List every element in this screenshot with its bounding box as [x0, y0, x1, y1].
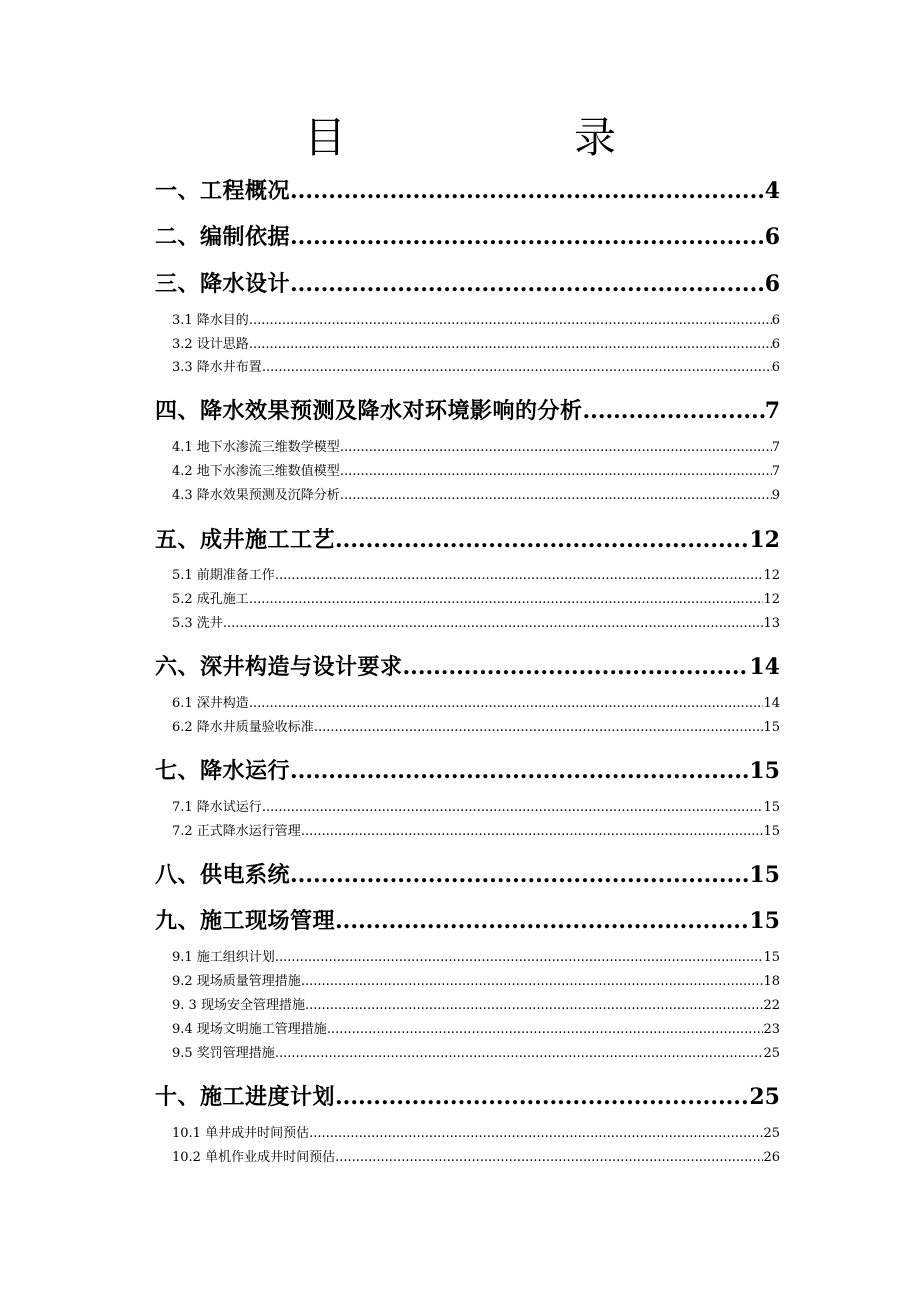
toc-entry-subsection[interactable] — [172, 1148, 780, 1168]
dot-leader — [335, 523, 749, 557]
toc-entry-label: 7.1 降水试运行 — [172, 800, 262, 815]
toc-entry-subsection[interactable] — [172, 358, 780, 378]
dot-leader — [335, 1080, 749, 1114]
toc-entry-label: 5.2 成孔施工 — [172, 592, 249, 607]
dot-leader — [290, 220, 765, 254]
toc-entry-subsection[interactable] — [172, 822, 780, 842]
toc-page-number: 12 — [749, 527, 780, 553]
toc-entry-label: 六、深井构造与设计要求 — [155, 654, 403, 680]
dot-leader — [583, 394, 765, 428]
toc-entry-label: 6.2 降水井质量验收标准 — [172, 720, 314, 735]
dot-leader — [403, 650, 750, 684]
toc-entry-label: 9.4 现场文明施工管理措施 — [172, 1022, 327, 1037]
toc-page-number: 15 — [763, 720, 780, 735]
toc-entry-subsection[interactable] — [172, 694, 780, 714]
dot-leader — [340, 438, 772, 458]
toc-entry-label: 5.3 洗井 — [172, 616, 223, 631]
toc-entry-label: 10.1 单井成井时间预估 — [172, 1126, 310, 1141]
toc-page-number: 22 — [763, 998, 780, 1013]
toc-page-number: 9 — [771, 488, 780, 503]
toc-entry-label: 10.2 单机作业成井时间预估 — [172, 1150, 336, 1165]
toc-entry-subsection[interactable] — [172, 311, 780, 331]
toc-entry-label: 三、降水设计 — [155, 271, 291, 297]
toc-entry-label: 4.2 地下水渗流三维数值模型 — [172, 464, 340, 479]
toc-page-number: 26 — [763, 1150, 780, 1165]
toc-page-number: 7 — [771, 440, 780, 455]
dot-leader — [249, 335, 772, 355]
toc-page-number: 14 — [763, 696, 780, 711]
toc-entry-label: 3.2 设计思路 — [172, 337, 249, 352]
toc-entry-label: 五、成井施工工艺 — [155, 527, 336, 553]
toc-entry-subsection[interactable] — [172, 486, 780, 506]
toc-page-number: 18 — [763, 974, 780, 989]
dot-leader — [340, 462, 772, 482]
dot-leader — [275, 948, 764, 968]
toc-entry-label: 7.2 正式降水运行管理 — [172, 824, 301, 839]
toc-entry-subsection[interactable] — [172, 996, 780, 1016]
toc-page-number: 15 — [749, 908, 780, 934]
toc-entry-label: 9.5 奖罚管理措施 — [172, 1046, 275, 1061]
toc-page-number: 15 — [749, 758, 780, 784]
dot-leader — [314, 718, 764, 738]
toc-entry-section[interactable] — [155, 394, 780, 428]
toc-page-number: 25 — [763, 1046, 780, 1061]
toc-entry-subsection[interactable] — [172, 462, 780, 482]
dot-leader — [290, 174, 765, 208]
toc-page-number: 15 — [763, 824, 780, 839]
toc-entry-label: 6.1 深井构造 — [172, 696, 249, 711]
toc-page-number: 6 — [771, 337, 780, 352]
toc-page-number: 23 — [763, 1022, 780, 1037]
toc-entry-section[interactable] — [155, 904, 780, 938]
toc-page-number: 14 — [749, 654, 780, 680]
dot-leader — [327, 1020, 764, 1040]
dot-leader — [223, 614, 764, 634]
toc-entry-subsection[interactable] — [172, 948, 780, 968]
toc-entry-label: 9.2 现场质量管理措施 — [172, 974, 301, 989]
dot-leader — [262, 358, 772, 378]
toc-entry-label: 九、施工现场管理 — [155, 908, 336, 934]
dot-leader — [290, 858, 749, 892]
dot-leader — [249, 590, 764, 610]
toc-entry-label: 八、供电系统 — [155, 862, 291, 888]
toc-entry-label: 9.1 施工组织计划 — [172, 950, 275, 965]
dot-leader — [335, 1148, 763, 1168]
toc-entry-section[interactable] — [155, 220, 780, 254]
dot-leader — [301, 972, 764, 992]
toc-entry-section[interactable] — [155, 858, 780, 892]
toc-entry-subsection[interactable] — [172, 798, 780, 818]
dot-leader — [301, 822, 764, 842]
toc-page-number: 15 — [749, 862, 780, 888]
toc-entry-label: 一、工程概况 — [155, 178, 291, 204]
toc-entry-section[interactable] — [155, 174, 780, 208]
toc-entry-label: 9. 3 现场安全管理措施 — [172, 998, 305, 1013]
toc-entry-label: 5.1 前期准备工作 — [172, 568, 275, 583]
dot-leader — [290, 267, 765, 301]
toc-page-number: 6 — [764, 224, 780, 250]
toc-entry-subsection[interactable] — [172, 590, 780, 610]
toc-page-number: 6 — [771, 360, 780, 375]
toc-page-number: 6 — [764, 271, 780, 297]
toc-entry-subsection[interactable] — [172, 1044, 780, 1064]
toc-entry-label: 3.1 降水目的 — [172, 313, 249, 328]
toc-entry-section[interactable] — [155, 523, 780, 557]
toc-page-number: 7 — [764, 398, 780, 424]
toc-page-number: 25 — [749, 1084, 780, 1110]
dot-leader — [340, 486, 772, 506]
toc-entry-label: 十、施工进度计划 — [155, 1084, 336, 1110]
toc-page-number: 4 — [764, 178, 780, 204]
toc-entry-subsection[interactable] — [172, 566, 780, 586]
dot-leader — [275, 566, 764, 586]
toc-entry-label: 七、降水运行 — [155, 758, 291, 784]
toc-entry-subsection[interactable] — [172, 1124, 780, 1144]
toc-entry-label: 4.1 地下水渗流三维数学模型 — [172, 440, 340, 455]
toc-page-number: 12 — [763, 592, 780, 607]
toc-page-number: 25 — [763, 1126, 780, 1141]
toc-entry-section[interactable] — [155, 754, 780, 788]
toc-entry-label: 3.3 降水井布置 — [172, 360, 262, 375]
toc-entry-label: 二、编制依据 — [155, 224, 291, 250]
dot-leader — [249, 694, 764, 714]
toc-page-number: 7 — [771, 464, 780, 479]
toc-page-number: 13 — [763, 616, 780, 631]
dot-leader — [309, 1124, 763, 1144]
dot-leader — [249, 311, 772, 331]
toc-entry-label: 4.3 降水效果预测及沉降分析 — [172, 488, 340, 503]
toc-entry-section[interactable] — [155, 1080, 780, 1114]
toc-entry-subsection[interactable] — [172, 614, 780, 634]
toc-page-number: 12 — [763, 568, 780, 583]
dot-leader — [305, 996, 764, 1016]
toc-entry-subsection[interactable] — [172, 1020, 780, 1040]
toc-entry-subsection[interactable] — [172, 718, 780, 738]
dot-leader — [335, 904, 749, 938]
dot-leader — [262, 798, 764, 818]
toc-entry-subsection[interactable] — [172, 438, 780, 458]
toc-page-number: 6 — [771, 313, 780, 328]
toc-page-number: 15 — [763, 800, 780, 815]
toc-entry-subsection[interactable] — [172, 972, 780, 992]
toc-entry-label: 四、降水效果预测及降水对环境影响的分析 — [155, 398, 583, 424]
toc-entry-section[interactable] — [155, 267, 780, 301]
toc-entry-section[interactable] — [155, 650, 780, 684]
toc-entry-subsection[interactable] — [172, 335, 780, 355]
page-title: 目 录 — [303, 113, 664, 162]
toc-page-number: 15 — [763, 950, 780, 965]
dot-leader — [275, 1044, 764, 1064]
dot-leader — [290, 754, 749, 788]
